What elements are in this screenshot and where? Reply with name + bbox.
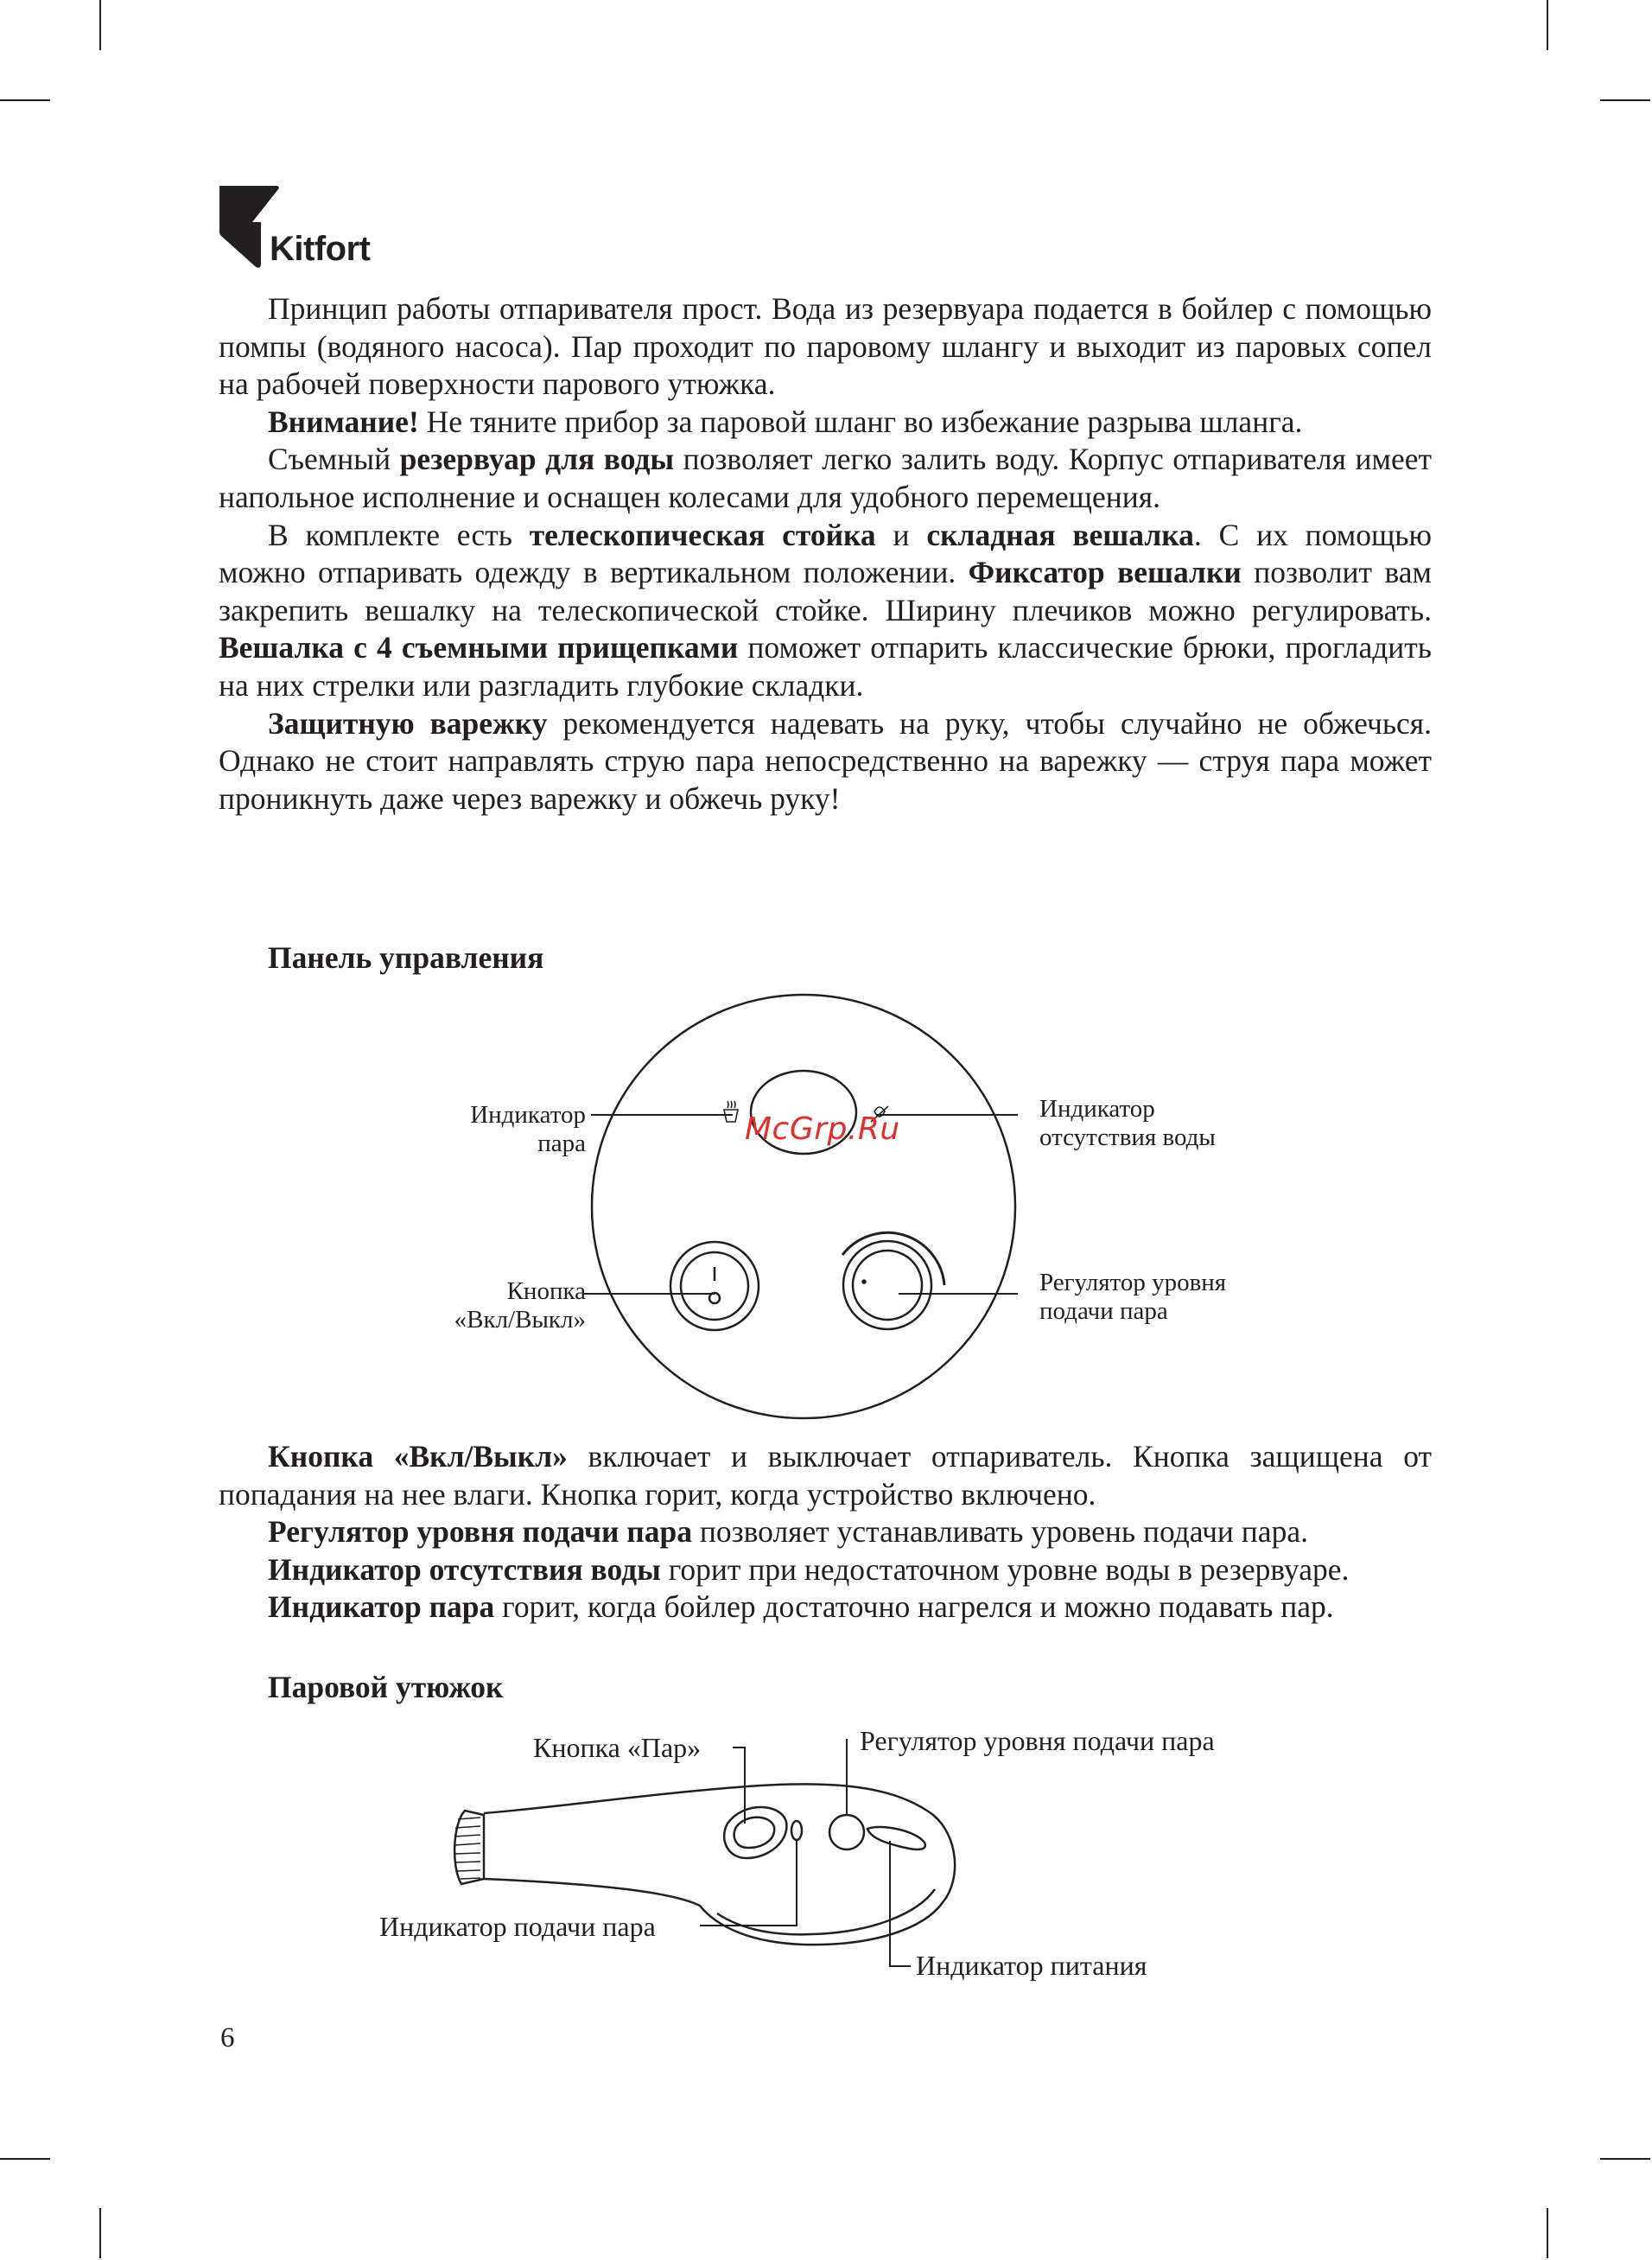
control-descriptions [219,1438,1432,1627]
crop-mark-left-top [0,99,50,101]
desc-steam-regulator: Регулятор уровня подачи пара позволяет устанавливать уровень подачи пара. [268,1514,1308,1550]
crop-mark-right-top [1600,99,1650,101]
watermark: McGrp.Ru [745,1111,900,1147]
intro-paragraph-1: Принцип работы отпаривателя прост. Вода из резервуара подается в бойлер с помощью помпы (водяного насоса). Пар проходит по паровому шлангу и выходит из паровых сопел на рабочей поверхности парового утюжка. [219,291,1432,402]
label-power-indicator: Индикатор питания [916,1950,1147,1981]
crop-mark-left-bottom [0,2158,50,2160]
control-panel-diagram [0,985,1652,1435]
intro-text [219,290,1432,818]
crop-mark-bottom-left [99,2208,101,2258]
regulator-knob-outer [843,1241,931,1329]
crop-mark-bottom-right [1547,2208,1548,2258]
label-iron-steam-regulator: Регулятор уровня подачи пара [860,1725,1215,1756]
label-steam-indicator: Индикатор пара [470,1101,586,1157]
label-power-button: Кнопка «Вкл/Выкл» [454,1277,586,1334]
warning-paragraph: Внимание! Не тяните прибор за паровой шланг во избежание разрыва шланга. [268,404,1303,439]
steam-button-inner [734,1818,775,1848]
iron-grip-cap [454,1811,484,1884]
tank-paragraph: Съемный резервуар для воды позволяет легко залить воду. Корпус отпаривателя имеет напольное исполнение и оснащен колесами для удобного перемещения. [219,442,1432,514]
control-panel-outline [592,995,1015,1418]
steam-indicator-icon [724,1101,738,1122]
steam-iron-heading: Паровой утюжок [268,1670,504,1704]
desc-steam-indicator: Индикатор пара горит, когда бойлер достаточно нагрелся и можно подавать пар. [268,1589,1334,1625]
label-steam-button: Кнопка «Пар» [533,1732,702,1763]
iron-grip-ribs [454,1818,480,1879]
regulator-dot [863,1281,866,1283]
power-indicator-light [867,1827,925,1849]
label-iron-steam-indicator: Индикатор подачи пара [379,1911,656,1942]
iron-regulator-knob [829,1815,864,1849]
power-switch-ring-inner [681,1252,748,1320]
crop-mark-right-bottom [1600,2158,1650,2160]
power-switch-ring-outer [670,1242,759,1330]
crop-mark-top-left [99,0,101,50]
label-no-water-indicator: Индикатор отсутствия воды [1039,1095,1216,1151]
steam-indicator-light [791,1821,802,1840]
desc-power-button: Кнопка «Вкл/Выкл» включает и выключает отпариватель. Кнопка защищена от попадания на нее влаги. Кнопка горит, когда устройство включено. [219,1439,1432,1512]
desc-no-water-indicator: Индикатор отсутствия воды горит при недостаточном уровне воды в резервуаре. [268,1551,1350,1587]
brand-name: Kitfort [270,230,371,268]
steam-iron-diagram [0,1720,1652,2005]
leader-steam-indicator [700,1840,797,1926]
crop-mark-top-right [1547,0,1548,50]
mitten-paragraph: Защитную варежку рекомендуется надевать на руку, чтобы случайно не обжечься. Однако не стоит направлять струю пара непосредственно на варежку — струя пара может проникнуть даже через варежку и обжечь руку! [219,705,1432,816]
control-panel-heading: Панель управления [268,940,544,975]
iron-soleplate [717,1889,935,1934]
label-steam-regulator: Регулятор уровня подачи пара [1039,1269,1227,1325]
leader-power-indicator [890,1841,911,1966]
accessories-paragraph: В комплекте есть телескопическая стойка и складная вешалка. С их помощью можно отпаривать одежду в вертикальном положении. Фиксатор вешалки позволит вам закрепить вешалку на телескопической стойке. Ширину плечиков можно регулировать. Вешалка с 4 съемными прищепками поможет отпарить классические брюки, прогладить на них стрелки или разгладить глубокие складки. [219,517,1432,703]
page-number: 6 [220,2022,235,2053]
regulator-knob-inner [853,1251,922,1320]
